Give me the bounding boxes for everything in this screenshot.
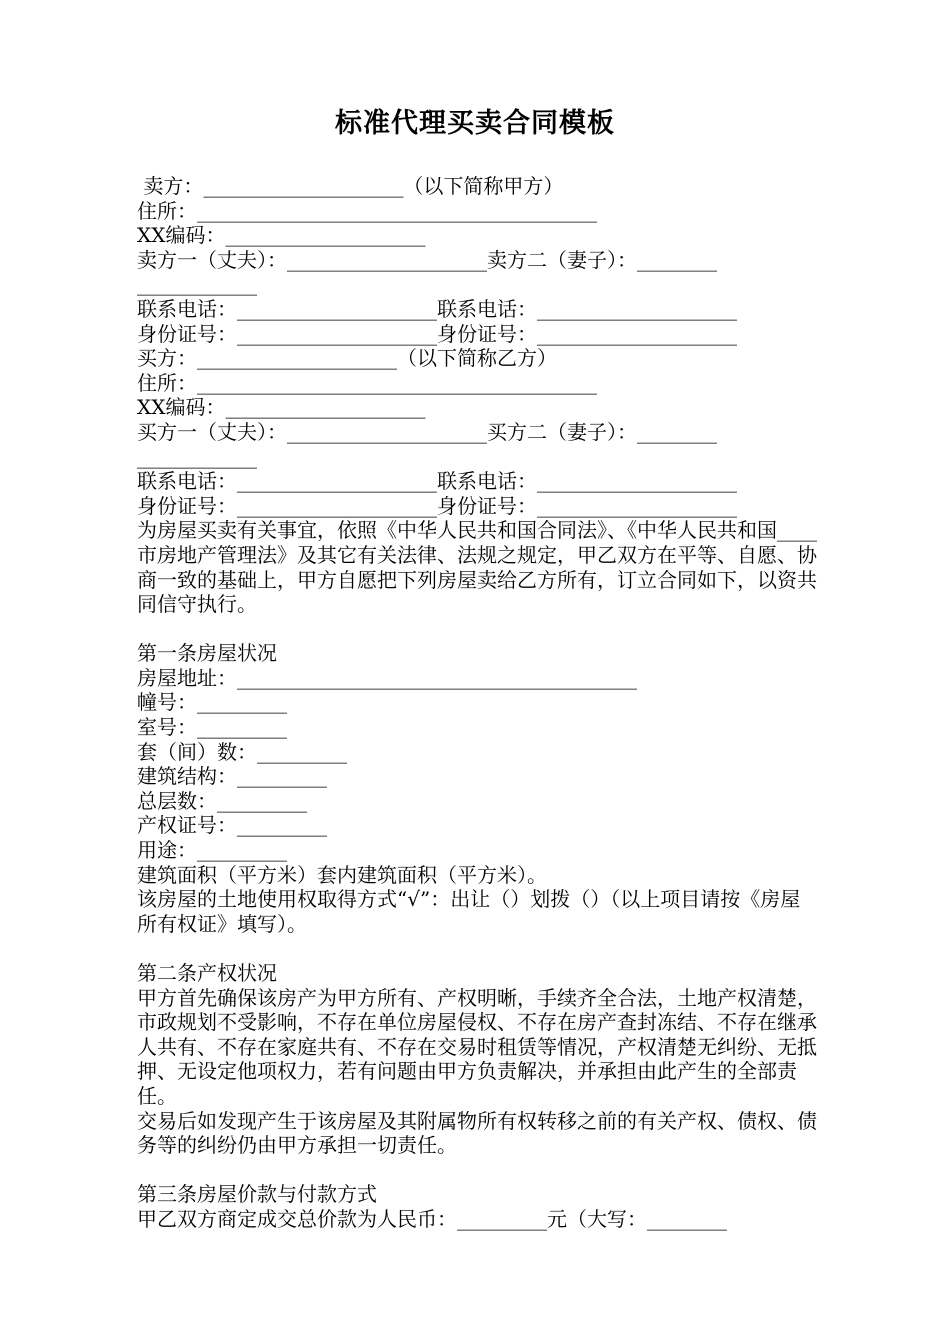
seller-spouses-continuation: ____________ [137, 272, 257, 297]
structure-line: 建筑结构：_________ [137, 764, 327, 789]
total-price-line: 甲乙双方商定成交总价款为人民币：_________元（大写：________ [137, 1206, 727, 1231]
article-2-section [137, 961, 817, 1158]
seller-phone-line: 联系电话：____________________联系电话：____________________ [137, 296, 737, 321]
article-3-heading: 第三条房屋价款与付款方式 [137, 1182, 377, 1207]
seller-id-line: 身份证号：____________________身份证号：____________________ [137, 321, 737, 346]
article-1-section [137, 641, 817, 936]
building-number-line: 幢号：_________ [137, 690, 287, 715]
floor-area-line: 建筑面积（平方米）套内建筑面积（平方米）。 [137, 862, 547, 887]
buyer-postcode-line: XX编码：____________________ [137, 395, 426, 420]
usage-line: 用途：_________ [137, 838, 287, 863]
article-2-paragraph-1: 甲方首先确保该房产为甲方所有、产权明晰，手续齐全合法，土地产权清楚，市政规划不受影响，不存在单位房屋侵权、不存在房产查封冻结、不存在继承人共有、不存在家庭共有、不存在交易时租赁等情况，产权清楚无纠纷、无抵押、无设定他项权力，若有问题由甲方负责解决，并承担由此产生的全部责任。 [137, 985, 817, 1108]
buyer-section [137, 346, 817, 518]
buyer-spouses-line: 买方一（丈夫）：____________________买方二（妻子）：________ [137, 419, 717, 444]
room-number-line: 室号：_________ [137, 715, 287, 740]
blank-line [137, 936, 817, 961]
article-1-heading: 第一条房屋状况 [137, 641, 277, 666]
blank-line [137, 617, 817, 642]
article-2-paragraph-2: 交易后如发现产生于该房屋及其附属物所有权转移之前的有关产权、债权、债务等的纠纷仍由甲方承担一切责任。 [137, 1108, 817, 1158]
total-floors-line: 总层数：_________ [137, 788, 307, 813]
article-3-section [137, 1182, 817, 1231]
buyer-spouses-continuation: ____________ [137, 444, 257, 469]
buyer-id-line: 身份证号：____________________身份证号：____________________ [137, 493, 737, 518]
buyer-phone-line: 联系电话：____________________联系电话：____________________ [137, 469, 737, 494]
unit-count-line: 套（间）数：_________ [137, 739, 347, 764]
buyer-name-line: 买方：____________________（以下简称乙方） [137, 346, 557, 371]
property-cert-line: 产权证号：_________ [137, 813, 327, 838]
contract-body [137, 174, 817, 1232]
blank-line [137, 1158, 817, 1183]
seller-address-line: 住所：________________________________________ [137, 198, 597, 223]
seller-spouses-line: 卖方一（丈夫）：____________________卖方二（妻子）：________ [137, 247, 717, 272]
property-address-line: 房屋地址：________________________________________ [137, 665, 637, 690]
document-title: 标准代理买卖合同模板 [335, 108, 615, 139]
article-2-heading: 第二条产权状况 [137, 961, 277, 985]
land-use-paragraph: 该房屋的土地使用权取得方式“√”：出让（）划拨（）（以上项目请按《房屋所有权证》填写）。 [137, 887, 801, 936]
seller-postcode-line: XX编码：____________________ [137, 223, 426, 248]
preamble-paragraph: 为房屋买卖有关事宜，依照《中华人民共和国合同法》、《中华人民共和国____市房地产管理法》及其它有关法律、法规之规定，甲乙双方在平等、自愿、协商一致的基础上，甲方自愿把下列房屋卖给乙方所有，订立合同如下，以资共同信守执行。 [137, 518, 817, 617]
seller-name-line: 卖方：____________________（以下简称甲方） [137, 174, 564, 198]
buyer-address-line: 住所：________________________________________ [137, 370, 597, 395]
seller-section [137, 174, 817, 346]
